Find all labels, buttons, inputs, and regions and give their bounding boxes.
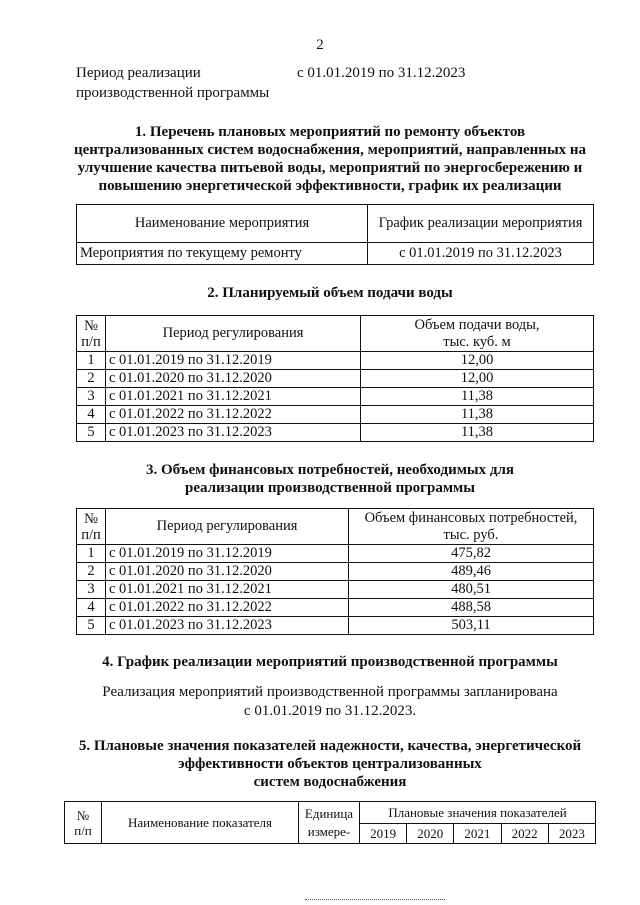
header-event-name: Наименование мероприятия bbox=[77, 205, 368, 243]
row-number: 2 bbox=[77, 563, 106, 581]
row-period: с 01.01.2020 по 31.12.2020 bbox=[106, 563, 349, 581]
section5-title-line3: систем водоснабжения bbox=[253, 774, 407, 790]
year-cell: 2020 bbox=[407, 824, 454, 844]
table-row bbox=[77, 563, 594, 581]
header-num bbox=[77, 316, 106, 352]
table-row bbox=[77, 545, 594, 563]
section2-table bbox=[76, 315, 594, 442]
row-period: с 01.01.2020 по 31.12.2020 bbox=[106, 370, 361, 388]
header-event-schedule: График реализации мероприятия bbox=[368, 205, 594, 243]
header-volume bbox=[361, 316, 594, 352]
row-number: 1 bbox=[77, 545, 106, 563]
year-cell: 2023 bbox=[548, 824, 595, 844]
section5-title-line1: 5. Плановые значения показателей надежности, качества, энергетической bbox=[78, 738, 582, 754]
section3-rows bbox=[77, 545, 594, 635]
header-num-line1: № bbox=[84, 317, 98, 334]
row-number: 4 bbox=[77, 599, 106, 617]
row-period: с 01.01.2022 по 31.12.2022 bbox=[106, 599, 349, 617]
period-value: с 01.01.2019 по 31.12.2023 bbox=[297, 65, 466, 81]
row-number: 3 bbox=[77, 581, 106, 599]
table-row bbox=[77, 424, 594, 442]
header-num-line2: п/п bbox=[74, 822, 92, 838]
section1-title-line4: повышению энергетической эффективности, график их реализации bbox=[98, 178, 562, 194]
section1-table bbox=[76, 204, 594, 265]
row-number: 1 bbox=[77, 352, 106, 370]
table-row bbox=[77, 388, 594, 406]
page-number: 2 bbox=[316, 37, 324, 53]
table-row bbox=[77, 617, 594, 635]
header-volume-line2: тыс. куб. м bbox=[443, 333, 511, 350]
section2-rows bbox=[77, 352, 594, 442]
row-period: с 01.01.2019 по 31.12.2019 bbox=[106, 352, 361, 370]
row-value: 488,58 bbox=[349, 599, 594, 617]
row-period: с 01.01.2022 по 31.12.2022 bbox=[106, 406, 361, 424]
section4-text-line2: с 01.01.2019 по 31.12.2023. bbox=[243, 703, 417, 719]
header-finance-line1: Объем финансовых потребностей, bbox=[364, 509, 578, 526]
header-finance bbox=[349, 509, 594, 545]
row-period: с 01.01.2023 по 31.12.2023 bbox=[106, 424, 361, 442]
row-number: 5 bbox=[77, 424, 106, 442]
row-period: с 01.01.2023 по 31.12.2023 bbox=[106, 617, 349, 635]
section4-text-line1: Реализация мероприятий производственной программы запланирована bbox=[102, 684, 558, 700]
section1-title-line1: 1. Перечень плановых мероприятий по ремонту объектов bbox=[134, 124, 526, 140]
header-num bbox=[65, 802, 102, 844]
event-name: Мероприятия по текущему ремонту bbox=[77, 243, 368, 265]
header-num-line2: п/п bbox=[81, 333, 101, 350]
table-header-row bbox=[77, 316, 594, 352]
section2-title: 2. Планируемый объем подачи воды bbox=[207, 285, 453, 301]
table-header-row bbox=[65, 802, 596, 824]
table-row bbox=[77, 370, 594, 388]
row-number: 2 bbox=[77, 370, 106, 388]
header-num-line1: № bbox=[84, 510, 98, 527]
section1-title-line3: улучшение качества питьевой воды, мероприятий по энергосбережению и bbox=[77, 160, 583, 176]
table-row bbox=[77, 406, 594, 424]
table-header-row bbox=[77, 509, 594, 545]
year-cell: 2022 bbox=[501, 824, 548, 844]
row-period: с 01.01.2019 по 31.12.2019 bbox=[106, 545, 349, 563]
row-value: 489,46 bbox=[349, 563, 594, 581]
section4-title: 4. График реализации мероприятий производственной программы bbox=[102, 654, 558, 670]
row-value: 12,00 bbox=[361, 352, 594, 370]
section5-title-line2: эффективности объектов централизованных bbox=[178, 756, 482, 772]
row-period: с 01.01.2021 по 31.12.2021 bbox=[106, 388, 361, 406]
section4-text bbox=[60, 683, 600, 721]
table-row bbox=[77, 352, 594, 370]
section1-title-line2: централизованных систем водоснабжения, мероприятий, направленных на bbox=[73, 142, 587, 158]
row-value: 11,38 bbox=[361, 424, 594, 442]
section5-table bbox=[64, 801, 596, 844]
header-volume-line1: Объем подачи воды, bbox=[414, 316, 540, 333]
header-unit-line1: Единица bbox=[304, 805, 354, 821]
section1-title bbox=[60, 123, 600, 195]
row-number: 4 bbox=[77, 406, 106, 424]
row-value: 11,38 bbox=[361, 388, 594, 406]
row-number: 3 bbox=[77, 388, 106, 406]
row-value: 12,00 bbox=[361, 370, 594, 388]
header-period: Период регулирования bbox=[106, 509, 349, 545]
header-period: Период регулирования bbox=[106, 316, 361, 352]
header-num-line2: п/п bbox=[81, 526, 101, 543]
year-cell: 2021 bbox=[454, 824, 501, 844]
row-value: 475,82 bbox=[349, 545, 594, 563]
period-label-line2: производственной программы bbox=[76, 85, 270, 101]
table-row bbox=[77, 599, 594, 617]
footer-stamp-line bbox=[305, 899, 445, 902]
row-period: с 01.01.2021 по 31.12.2021 bbox=[106, 581, 349, 599]
period-label bbox=[76, 63, 269, 103]
year-cell: 2019 bbox=[360, 824, 407, 844]
table-row bbox=[77, 243, 594, 265]
header-finance-line2: тыс. руб. bbox=[443, 526, 499, 543]
table-header-row bbox=[77, 205, 594, 243]
row-value: 11,38 bbox=[361, 406, 594, 424]
section3-title bbox=[60, 461, 600, 497]
header-indicator-name: Наименование показателя bbox=[102, 802, 299, 844]
header-planned-values: Плановые значения показателей bbox=[360, 802, 596, 824]
section3-title-line1: 3. Объем финансовых потребностей, необходимых для bbox=[145, 462, 515, 478]
table-row bbox=[77, 581, 594, 599]
header-unit-line2: измере- bbox=[307, 823, 351, 839]
section3-title-line2: реализации производственной программы bbox=[185, 480, 475, 496]
event-schedule: с 01.01.2019 по 31.12.2023 bbox=[368, 243, 594, 265]
header-num bbox=[77, 509, 106, 545]
section5-title bbox=[60, 737, 600, 791]
section3-table bbox=[76, 508, 594, 635]
period-label-line1: Период реализации bbox=[76, 65, 201, 81]
header-num-line1: № bbox=[76, 807, 90, 823]
row-value: 480,51 bbox=[349, 581, 594, 599]
header-unit bbox=[299, 802, 360, 844]
row-number: 5 bbox=[77, 617, 106, 635]
row-value: 503,11 bbox=[349, 617, 594, 635]
